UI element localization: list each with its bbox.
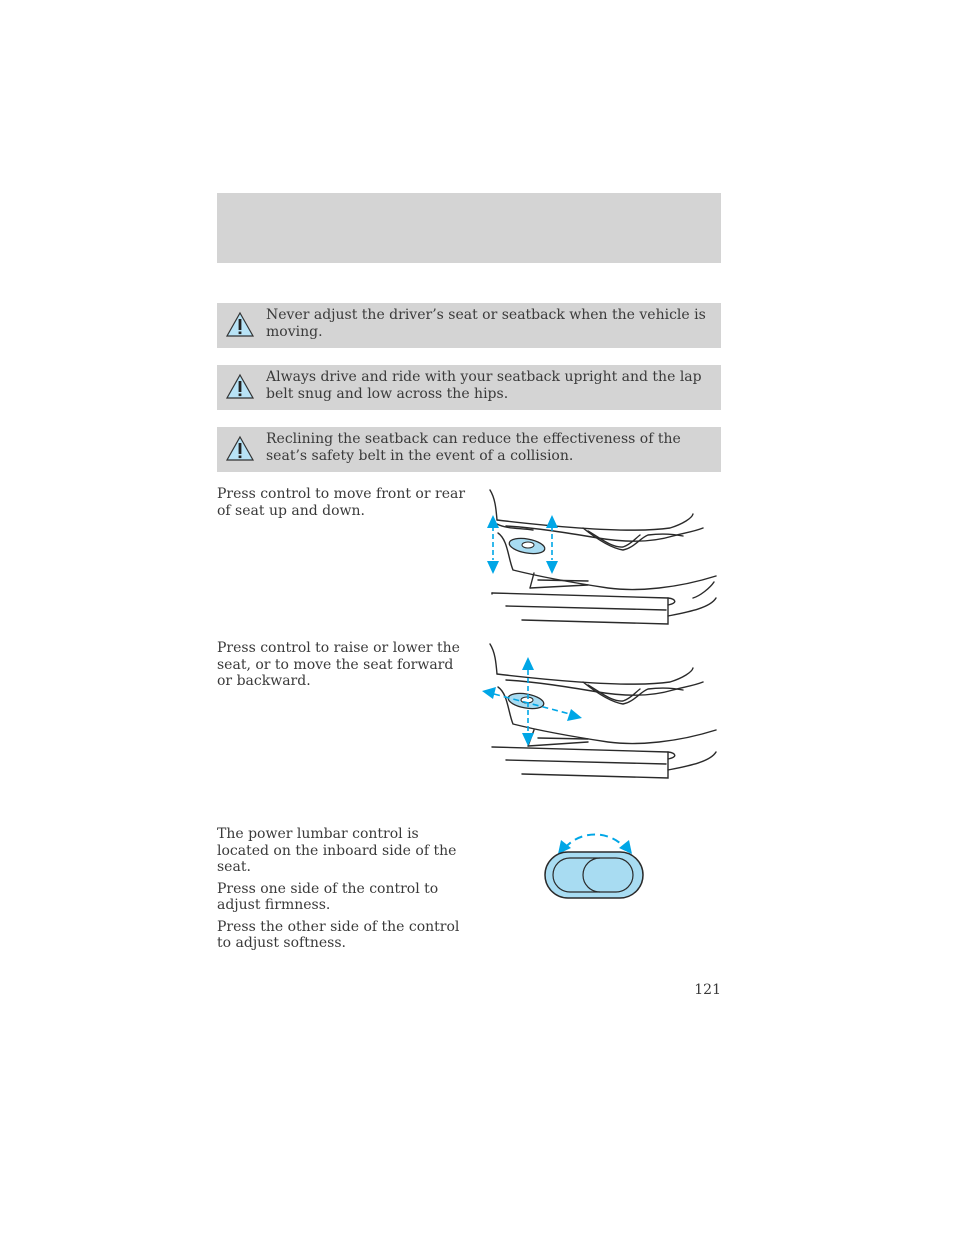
height-instruction: Press control to raise or lower the seat, or to move the seat forward or backward. <box>217 640 460 689</box>
lumbar-instructions <box>217 826 469 952</box>
lumbar-softness-text: Press the other side of the control to adjust softness. <box>217 918 460 951</box>
lumbar-firmness-text: Press one side of the control to adjust firmness. <box>217 880 439 913</box>
page-number: 121 <box>694 982 721 998</box>
seat-tilt-illustration <box>478 488 723 628</box>
warning-text: Never adjust the driver’s seat or seatback when the vehicle is moving. <box>266 307 706 340</box>
warning-text: Always drive and ride with your seatback upright and the lap belt snug and low across the hips. <box>266 369 702 402</box>
tilt-instruction: Press control to move front or rear of seat up and down. <box>217 486 466 519</box>
lumbar-location-text: The power lumbar control is located on the inboard side of the seat. <box>217 826 457 875</box>
warning-triangle-icon <box>225 311 255 338</box>
warning-triangle-icon <box>225 435 255 462</box>
warning-text: Reclining the seatback can reduce the effectiveness of the seat’s safety belt in the event of a collision. <box>266 431 681 464</box>
warning-box-2 <box>217 365 721 410</box>
section-header-band <box>217 193 721 263</box>
warning-triangle-icon <box>225 373 255 400</box>
lumbar-control-illustration <box>540 828 650 904</box>
warning-box-1 <box>217 303 721 348</box>
seat-height-illustration <box>478 642 723 782</box>
warning-box-3 <box>217 427 721 472</box>
